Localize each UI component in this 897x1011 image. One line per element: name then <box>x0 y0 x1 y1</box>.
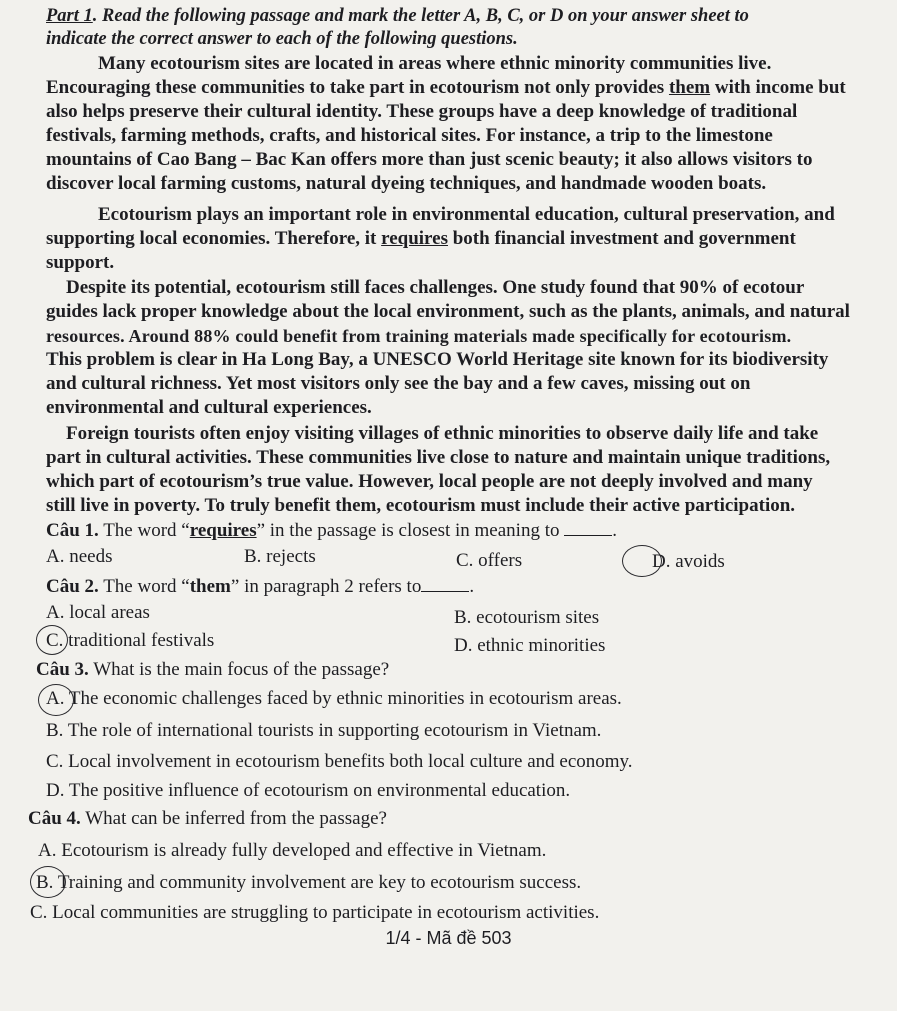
q4-option-c[interactable]: C. Local communities are struggling to participate in ecotourism activities. <box>30 902 600 923</box>
p4-line-3: which part of ecotourism’s true value. However, local people are not deeply involved and many <box>46 471 813 492</box>
instruction-line-1 <box>46 5 749 27</box>
question-1 <box>46 520 617 542</box>
q2-word: them <box>189 576 231 597</box>
p1-line-6: discover local farming customs, natural dyeing techniques, and handmade wooden boats. <box>46 173 767 194</box>
question-3 <box>36 659 389 681</box>
p4-line-2: part in cultural activities. These communities live close to nature and maintain unique traditions, <box>46 447 831 468</box>
q1-pre: The word “ <box>98 520 190 541</box>
part-label: Part 1 <box>46 6 93 26</box>
q3-option-b[interactable]: B. The role of international tourists in supporting ecotourism in Vietnam. <box>46 720 602 741</box>
q2-pre: The word “ <box>98 576 190 597</box>
answer-circle-mark <box>36 625 68 655</box>
p1-text: Encouraging these communities to take part in ecotourism not only provides <box>46 77 665 98</box>
p1-line-3: also helps preserve their cultural identity. These groups have a deep knowledge of traditional <box>46 101 798 122</box>
answer-circle-mark <box>30 866 66 898</box>
p1-text-tail: with income but <box>710 77 846 98</box>
p2-text: supporting local economies. Therefore, it <box>46 228 377 249</box>
p2-line-3: support. <box>46 252 115 273</box>
q1-end: . <box>612 520 617 541</box>
p2-line-1: Ecotourism plays an important role in environmental education, cultural preservation, and <box>98 204 835 225</box>
p3-line-5: and cultural richness. Yet most visitors only see the bay and a few caves, missing out on <box>46 373 751 394</box>
question-2 <box>46 576 474 598</box>
answer-circle-mark <box>622 545 662 577</box>
q2-blank <box>421 577 469 592</box>
q1-word: requires <box>189 520 257 541</box>
q3-option-a[interactable]: A. The economic challenges faced by ethnic minorities in ecotourism areas. <box>46 688 622 709</box>
q3-option-d[interactable]: D. The positive influence of ecotourism on environmental education. <box>46 780 571 801</box>
q2-option-b[interactable]: B. ecotourism sites <box>454 607 600 628</box>
q2-option-d[interactable]: D. ethnic minorities <box>454 635 606 656</box>
question-4 <box>28 808 387 830</box>
instruction-line-2: indicate the correct answer to each of the following questions. <box>46 29 518 49</box>
q3-number: Câu 3. <box>36 659 89 680</box>
q3-text: What is the main focus of the passage? <box>88 659 390 680</box>
q2-number: Câu 2. <box>46 576 99 597</box>
p4-line-1: Foreign tourists often enjoy visiting villages of ethnic minorities to observe daily life and take <box>66 423 819 444</box>
p1-line-5: mountains of Cao Bang – Bac Kan offers more than just scenic beauty; it also allows visitors to <box>46 149 813 170</box>
instruction-text-1: . Read the following passage and mark the letter A, B, C, or D on your answer sheet to <box>92 6 749 26</box>
q2-post: ” in paragraph 2 refers to <box>230 576 422 597</box>
q4-option-b[interactable]: B. Training and community involvement are key to ecotourism success. <box>36 872 582 893</box>
p1-line-2 <box>46 77 846 99</box>
q3-option-c[interactable]: C. Local involvement in ecotourism benefits both local culture and economy. <box>46 751 633 772</box>
p1-line-1: Many ecotourism sites are located in areas where ethnic minority communities live. <box>98 53 772 74</box>
p3-line-1: Despite its potential, ecotourism still faces challenges. One study found that 90% of ecotour <box>66 277 805 298</box>
q1-option-d[interactable]: D. avoids <box>652 551 725 572</box>
q4-number: Câu 4. <box>28 808 81 829</box>
q1-post: ” in the passage is closest in meaning to <box>256 520 560 541</box>
answer-circle-mark <box>38 684 74 716</box>
p3-line-6: environmental and cultural experiences. <box>46 397 372 418</box>
q4-text: What can be inferred from the passage? <box>80 808 387 829</box>
q1-number: Câu 1. <box>46 520 99 541</box>
p3-line-3: resources. Around 88% could benefit from training materials made specifically for ecotourism. <box>46 326 792 346</box>
q1-option-b[interactable]: B. rejects <box>244 546 316 567</box>
q1-option-c[interactable]: C. offers <box>456 550 523 571</box>
p1-line-4: festivals, farming methods, crafts, and historical sites. For instance, a trip to the limestone <box>46 125 773 146</box>
q2-option-c[interactable]: C. traditional festivals <box>46 630 215 651</box>
p3-line-4: This problem is clear in Ha Long Bay, a UNESCO World Heritage site known for its biodiversity <box>46 349 829 370</box>
page-footer: 1/4 - Mã đề 503 <box>385 928 512 948</box>
word-requires: requires <box>381 228 448 249</box>
q4-option-a[interactable]: A. Ecotourism is already fully developed and effective in Vietnam. <box>38 840 547 861</box>
word-them: them <box>668 77 711 98</box>
q2-option-a[interactable]: A. local areas <box>46 602 150 623</box>
p2-line-2 <box>46 228 796 250</box>
p3-line-2: guides lack proper knowledge about the local environment, such as the plants, animals, and natural <box>46 301 850 322</box>
p4-line-4: still live in poverty. To truly benefit them, ecotourism must include their active participation. <box>46 495 796 516</box>
p2-text-tail: both financial investment and government <box>447 228 796 249</box>
q1-blank <box>564 521 612 536</box>
q2-end: . <box>469 576 475 597</box>
q1-option-a[interactable]: A. needs <box>46 546 113 567</box>
